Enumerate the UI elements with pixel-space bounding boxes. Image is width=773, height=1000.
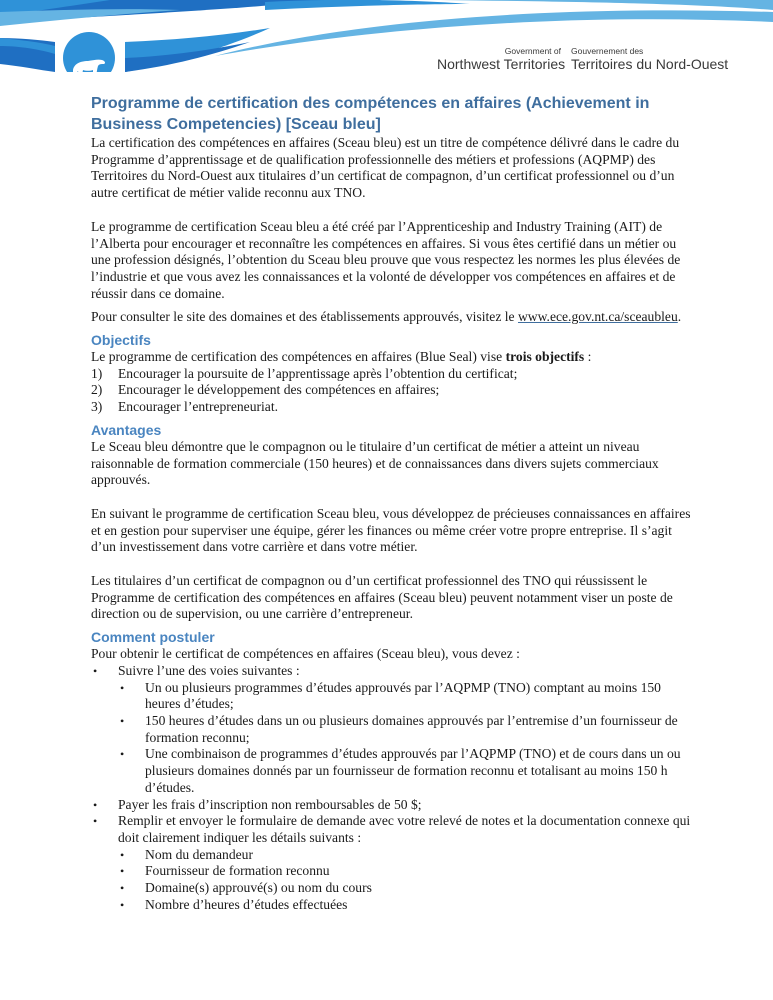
bullet-icon: • xyxy=(93,797,98,812)
objectif-item xyxy=(91,366,691,383)
objectifs-lead-text: Le programme de certification des compétences en affaires (Blue Seal) vise xyxy=(91,349,503,365)
sceau-bleu-link[interactable]: www.ece.gov.nt.ca/sceaubleu xyxy=(517,309,678,325)
intro-paragraph-3 xyxy=(91,309,691,326)
objectif-item xyxy=(91,399,691,416)
objectifs-lead-end: : xyxy=(584,349,592,365)
government-of-label: Government of xyxy=(504,46,561,56)
bullet-icon: • xyxy=(120,847,125,862)
bullet-icon: • xyxy=(120,713,125,728)
postuler-item xyxy=(91,797,691,814)
objectifs-lead-bold: trois objectifs xyxy=(505,349,585,365)
bullet-icon: • xyxy=(120,897,125,912)
detail-item xyxy=(118,847,691,864)
objectif-number: 2) xyxy=(91,382,103,398)
section-heading-avantages: Avantages xyxy=(91,421,162,438)
government-name-french xyxy=(571,46,731,72)
letterhead-banner xyxy=(0,0,773,88)
avantages-paragraph-2: En suivant le programme de certification Sceau bleu, vous développez de précieuses connaissances en affaires et en gestion pour superviser une équipe, gérer les finances ou même créer votre propre entreprise. Il s’agit d’un investissement dans votre carrière et dans votre métier. xyxy=(91,505,691,555)
voie-text: 150 heures d’études dans un ou plusieurs domaines approuvés par l’entremise d’un fournisseur de formation reconnu; xyxy=(145,712,678,745)
document-body xyxy=(91,93,691,913)
detail-item xyxy=(118,880,691,897)
details-sublist xyxy=(118,847,691,914)
intro-paragraph-3-text: Pour consulter le site des domaines et des établissements approuvés, visitez le xyxy=(91,309,515,325)
objectifs-lead xyxy=(91,349,691,366)
objectif-item xyxy=(91,382,691,399)
voie-text: Un ou plusieurs programmes d’études approuvés par l’AQPMP (TNO) comptant au moins 150 heures d’études; xyxy=(145,679,661,712)
objectif-text: Encourager le développement des compétences en affaires; xyxy=(118,382,440,398)
northwest-territories-label: Northwest Territories xyxy=(437,56,566,72)
postuler-item-text: Payer les frais d’inscription non remboursables de 50 $; xyxy=(118,796,422,812)
gouvernement-des-label: Gouvernement des xyxy=(571,46,644,56)
bullet-icon: • xyxy=(93,814,98,829)
detail-item xyxy=(118,897,691,914)
avantages-paragraph-3: Les titulaires d’un certificat de compagnon ou d’un certificat professionnel des TNO qui réussissent le Programme de certification des compétences en affaires (Sceau bleu) peuvent notamment viser un poste de direction ou de supervision, ou une carrière d’entrepreneur. xyxy=(91,573,673,622)
objectif-number: 3) xyxy=(91,399,103,415)
voie-item xyxy=(118,746,691,796)
postuler-item-text: Suivre l’une des voies suivantes : xyxy=(118,662,300,678)
bullet-icon: • xyxy=(120,881,125,896)
bullet-icon: • xyxy=(120,864,125,879)
bullet-icon: • xyxy=(93,663,98,678)
intro-paragraph-2: Le programme de certification Sceau bleu a été créé par l’Apprenticeship and Industry Training (AIT) de l’Alberta pour encourager et reconnaître les compétences en affaires. Si vous êtes certifié dans un métier ou une profession désignés, l’obtention du Sceau bleu prouve que vous respectez les normes les plus élevées de l’industrie et que vous avez les connaissances et la volonté de développer vos compétences en affaires et de réussir dans ce domaine. xyxy=(91,218,681,301)
bullet-icon: • xyxy=(120,747,125,762)
voie-item xyxy=(118,680,691,713)
objectif-text: Encourager l’entrepreneuriat. xyxy=(118,399,279,415)
voies-sublist xyxy=(118,680,691,797)
voie-item xyxy=(118,713,691,746)
voie-text: Une combinaison de programmes d’études approuvés par l’AQPMP (TNO) et de cours dans un ou plusieurs domaines donnés par un fournisseur de formation reconnu et totalisant au moins 150 h d’études. xyxy=(145,746,681,795)
detail-item xyxy=(118,863,691,880)
bullet-icon: • xyxy=(120,680,125,695)
detail-text: Domaine(s) approuvé(s) ou nom du cours xyxy=(145,880,372,896)
postuler-list xyxy=(91,663,691,914)
document-title: Programme de certification des compétences en affaires (Achievement in Business Competencies) [Sceau bleu] xyxy=(91,95,650,133)
objectifs-list xyxy=(91,366,691,416)
intro-paragraph-1: La certification des compétences en affaires (Sceau bleu) est un titre de compétence délivré dans le cadre du Programme d’apprentissage et de qualification professionnelle des métiers et professions (AQPMP) des Territoires du Nord-Ouest aux titulaires d’un certificat de compagnon, d’un certificat professionnel ou d’un autre certificat de métier valide reconnu aux TNO. xyxy=(91,135,680,201)
wave-banner-graphic xyxy=(0,0,773,88)
avantages-paragraph-1: Le Sceau bleu démontre que le compagnon ou le titulaire d’un certificat de métier a atteint un niveau raisonnable de formation commerciale (150 heures) et de connaissances dans divers sujets commerciaux approuvés. xyxy=(91,438,659,488)
detail-text: Fournisseur de formation reconnu xyxy=(145,863,330,879)
detail-text: Nom du demandeur xyxy=(145,846,253,862)
government-name-english xyxy=(437,46,566,72)
intro-paragraph-3-end: . xyxy=(677,309,682,325)
objectif-text: Encourager la poursuite de l’apprentissage après l’obtention du certificat; xyxy=(118,365,518,381)
postuler-item xyxy=(91,813,691,913)
detail-text: Nombre d’heures d’études effectuées xyxy=(145,896,348,912)
postuler-item xyxy=(91,663,691,797)
postuler-item-text: Remplir et envoyer le formulaire de demande avec votre relevé de notes et la documentation connexe qui doit clairement indiquer les détails suivants : xyxy=(118,813,691,845)
postuler-lead: Pour obtenir le certificat de compétences en affaires (Sceau bleu), vous devez : xyxy=(91,646,520,662)
section-heading-objectifs: Objectifs xyxy=(91,332,151,349)
section-heading-comment-postuler: Comment postuler xyxy=(91,629,215,646)
objectif-number: 1) xyxy=(91,365,103,381)
territoires-du-nord-ouest-label: Territoires du Nord-Ouest xyxy=(571,56,729,72)
